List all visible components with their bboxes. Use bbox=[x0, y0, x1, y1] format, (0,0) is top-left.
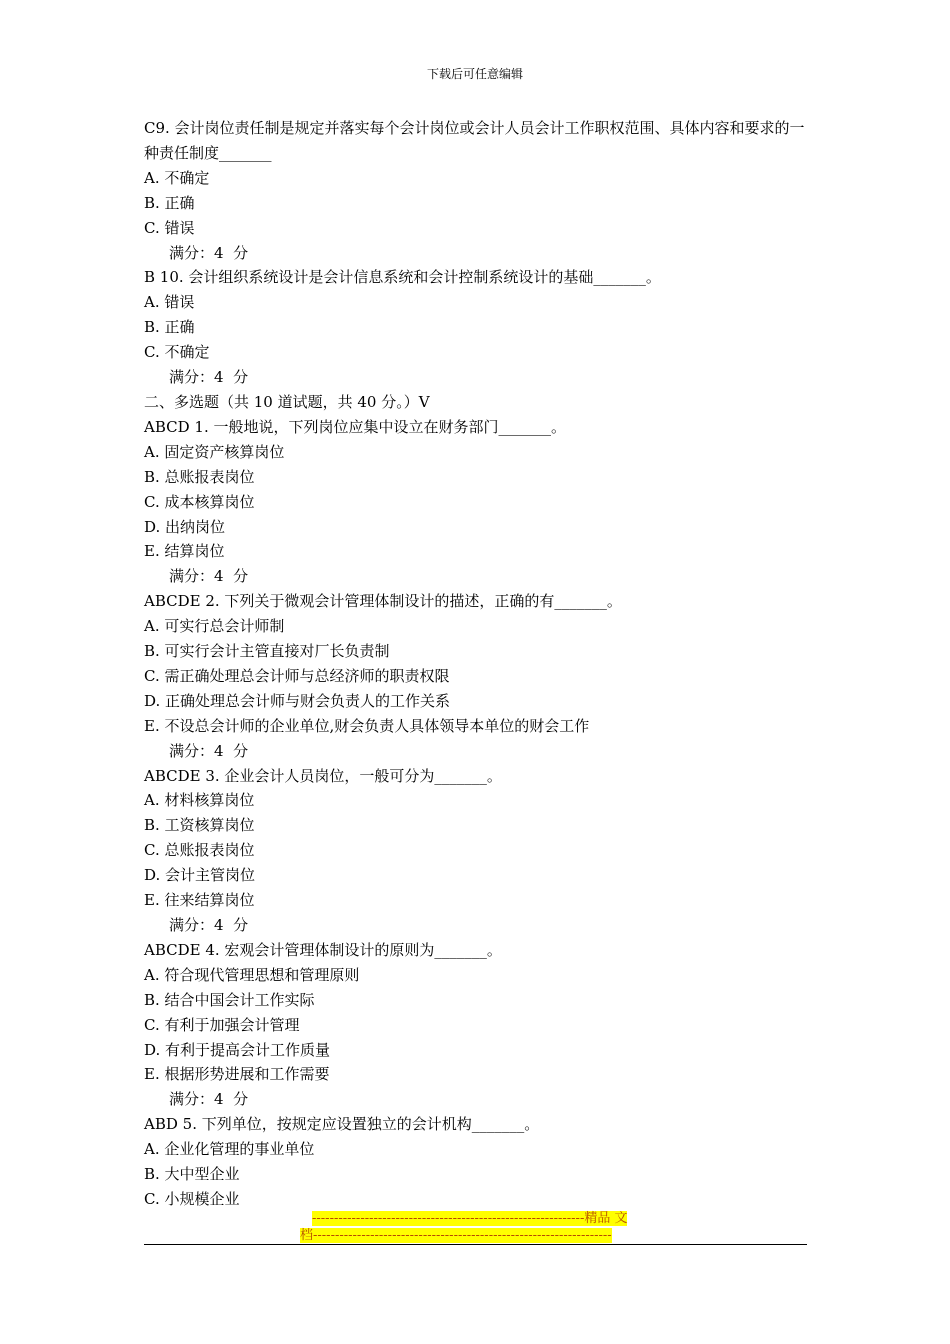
section-heading: 二、多选题（共 10 道试题，共 40 分。）V bbox=[144, 392, 430, 411]
option-text: B. 可实行会计主管直接对厂长负责制 bbox=[144, 642, 390, 661]
document-body bbox=[144, 116, 808, 1212]
option-text: B. 总账报表岗位 bbox=[144, 467, 255, 486]
option-text: E. 根据形势进展和工作需要 bbox=[144, 1065, 330, 1084]
question-text: ABCD 1. 一般地说，下列岗位应集中设立在财务部门_______。 bbox=[144, 417, 566, 436]
footer-line-2: 档-------------------------------------------------------------------- bbox=[300, 1228, 612, 1243]
option-text: C. 小规模企业 bbox=[144, 1189, 240, 1208]
option-text: A. 不确定 bbox=[144, 168, 210, 187]
score-text: 满分：4 分 bbox=[169, 741, 249, 760]
option-text: A. 错误 bbox=[144, 293, 195, 312]
option-text: B. 正确 bbox=[144, 193, 195, 212]
option-text: D. 出纳岗位 bbox=[144, 517, 226, 536]
option-text: B. 工资核算岗位 bbox=[144, 816, 255, 835]
option-text: A. 可实行总会计师制 bbox=[144, 617, 285, 636]
page-header: 下载后可任意编辑 bbox=[426, 67, 523, 81]
option-text: E. 不设总会计师的企业单位,财会负责人具体领导本单位的财会工作 bbox=[144, 716, 590, 735]
question-text: ABCDE 3. 企业会计人员岗位，一般可分为_______。 bbox=[144, 766, 502, 785]
option-text: C. 错误 bbox=[144, 218, 195, 237]
question-text: ABD 5. 下列单位，按规定应设置独立的会计机构_______。 bbox=[144, 1115, 540, 1134]
option-text: C. 总账报表岗位 bbox=[144, 841, 255, 860]
score-text: 满分：4 分 bbox=[169, 368, 249, 387]
question-text: C9. 会计岗位责任制是规定并落实每个会计岗位或会计人员会计工作职权范围、具体内容和要求的一种责任制度_______ bbox=[144, 119, 805, 162]
option-text: D. 有利于提高会计工作质量 bbox=[144, 1040, 331, 1059]
option-text: C. 不确定 bbox=[144, 343, 210, 362]
question-text: ABCDE 4. 宏观会计管理体制设计的原则为_______。 bbox=[144, 940, 502, 959]
score-text: 满分：4 分 bbox=[169, 1090, 249, 1109]
option-text: C. 成本核算岗位 bbox=[144, 492, 255, 511]
option-text: A. 符合现代管理思想和管理原则 bbox=[144, 965, 360, 984]
footer-watermark bbox=[300, 1210, 650, 1244]
option-text: A. 固定资产核算岗位 bbox=[144, 442, 285, 461]
option-text: C. 需正确处理总会计师与总经济师的职责权限 bbox=[144, 666, 450, 685]
score-text: 满分：4 分 bbox=[169, 916, 249, 934]
option-text: B. 结合中国会计工作实际 bbox=[144, 990, 315, 1009]
option-text: A. 企业化管理的事业单位 bbox=[144, 1140, 315, 1159]
option-text: B. 大中型企业 bbox=[144, 1165, 240, 1184]
score-text: 满分：4 分 bbox=[169, 567, 249, 586]
question-text: B 10. 会计组织系统设计是会计信息系统和会计控制系统设计的基础_______。 bbox=[144, 268, 661, 287]
option-text: E. 结算岗位 bbox=[144, 542, 225, 561]
option-text: E. 往来结算岗位 bbox=[144, 891, 255, 910]
option-text: B. 正确 bbox=[144, 318, 195, 337]
score-text: 满分：4 分 bbox=[169, 243, 249, 262]
option-text: C. 有利于加强会计管理 bbox=[144, 1015, 300, 1034]
option-text: D. 会计主管岗位 bbox=[144, 866, 256, 885]
option-text: A. 材料核算岗位 bbox=[144, 791, 255, 810]
question-text: ABCDE 2. 下列关于微观会计管理体制设计的描述，正确的有_______。 bbox=[144, 592, 622, 611]
option-text: D. 正确处理总会计师与财会负责人的工作关系 bbox=[144, 691, 451, 710]
footer-line-1: --------------------------------------------------------------精品 文 bbox=[312, 1211, 628, 1226]
footer-divider bbox=[144, 1244, 807, 1245]
